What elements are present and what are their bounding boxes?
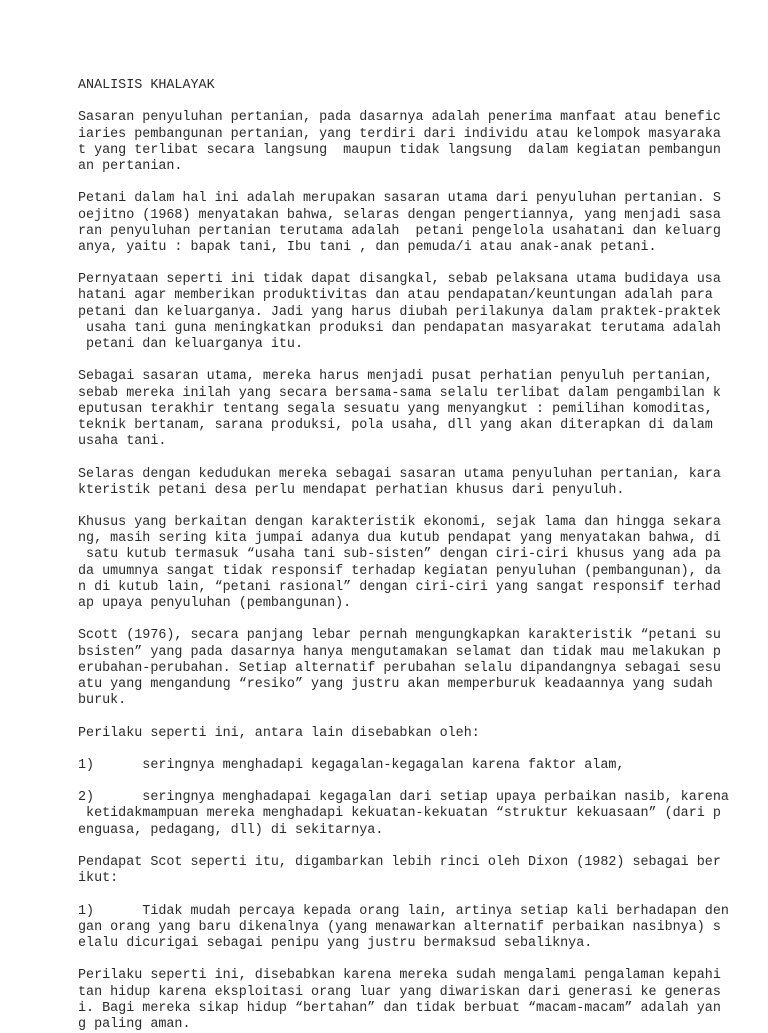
text-line: eputusan terakhir tentang segala sesuatu yang menyangkut : pemilihan komoditas,	[78, 401, 713, 417]
text-line: bsisten” yang pada dasarnya hanya mengutamakan selamat dan tidak mau melakukan p	[78, 644, 721, 660]
text-line: buruk.	[78, 693, 127, 709]
text-line: hatani agar memberikan produktivitas dan atau pendapatan/keuntungan adalah para	[78, 288, 713, 304]
text-line: n di kutub lain, “petani rasional” dengan ciri-ciri yang sangat responsif terhad	[78, 579, 721, 595]
text-line: teknik bertanam, sarana produksi, pola usaha, dll yang akan diterapkan di dalam	[78, 417, 713, 433]
paragraph	[78, 272, 738, 353]
text-line: 1) seringnya menghadapi kegagalan-kegagalan karena faktor alam,	[78, 757, 625, 773]
text-line: usaha tani.	[78, 434, 167, 450]
paragraph-spacer	[78, 353, 738, 369]
text-line: ikut:	[78, 871, 119, 887]
paragraph-spacer	[78, 952, 738, 968]
paragraph	[78, 758, 738, 774]
paragraph-spacer	[78, 499, 738, 515]
paragraph-spacer	[78, 709, 738, 725]
text-line: Perilaku seperti ini, disebabkan karena mereka sudah mengalami pengalaman kepahi	[78, 968, 721, 984]
text-line: Petani dalam hal ini adalah merupakan sasaran utama dari penyuluhan pertanian. S	[78, 191, 721, 207]
text-line: Scott (1976), secara panjang lebar pernah mengungkapkan karakteristik “petani su	[78, 628, 721, 644]
text-line: i. Bagi mereka sikap hidup “bertahan” dan tidak berbuat “macam-macam” adalah yan	[78, 1000, 721, 1016]
paragraph	[78, 726, 738, 742]
paragraph-spacer	[78, 774, 738, 790]
paragraph	[78, 467, 738, 499]
paragraph-spacer	[78, 887, 738, 903]
text-line: 1) Tidak mudah percaya kepada orang lain, artinya setiap kali berhadapan den	[78, 903, 729, 919]
text-line: enguasa, pedagang, dll) di sekitarnya.	[78, 822, 384, 838]
text-line: t yang terlibat secara langsung maupun tidak langsung dalam kegiatan pembangun	[78, 142, 721, 158]
text-line: 2) seringnya menghadapai kegagalan dari setiap upaya perbaikan nasib, karena	[78, 790, 729, 806]
paragraph-spacer	[78, 175, 738, 191]
text-line: petani dan keluarganya. Jadi yang harus diubah perilakunya dalam praktek-praktek	[78, 304, 721, 320]
text-line: Perilaku seperti ini, antara lain disebabkan oleh:	[78, 725, 480, 741]
text-line: tan hidup karena eksploitasi orang luar yang diwariskan dari generasi ke generas	[78, 984, 721, 1000]
text-line: kteristik petani desa perlu mendapat perhatian khusus dari penyuluh.	[78, 482, 625, 498]
text-line: petani dan keluarganya itu.	[78, 337, 303, 352]
text-line: gan orang yang baru dikenalnya (yang menawarkan alternatif perbaikan nasibnya) s	[78, 919, 721, 935]
text-line: Selaras dengan kedudukan mereka sebagai sasaran utama penyuluhan pertanian, kara	[78, 466, 721, 482]
paragraph-spacer	[78, 256, 738, 272]
text-line: Pernyataan seperti ini tidak dapat disangkal, sebab pelaksana utama budidaya usa	[78, 272, 721, 288]
text-line: da umumnya sangat tidak responsif terhadap kegiatan penyuluhan (pembangunan), da	[78, 563, 721, 579]
text-line: ANALISIS KHALAYAK	[78, 78, 215, 93]
paragraph	[78, 628, 738, 709]
text-line: g paling aman.	[78, 1016, 191, 1032]
text-line: usaha tani guna meningkatkan produksi dan pendapatan masyarakat terutama adalah	[78, 320, 721, 336]
text-line: ng, masih sering kita jumpai adanya dua kutub pendapat yang menyatakan bahwa, di	[78, 531, 721, 547]
paragraph-spacer	[78, 839, 738, 855]
text-line: an pertanian.	[78, 158, 183, 174]
text-line: oejitno (1968) menyatakan bahwa, selaras dengan pengertiannya, yang menjadi sasa	[78, 207, 721, 223]
text-line: Pendapat Scot seperti itu, digambarkan lebih rinci oleh Dixon (1982) sebagai ber	[78, 855, 721, 870]
text-line: atu yang mengandung “resiko” yang justru akan memperburuk keadaannya yang sudah	[78, 676, 713, 692]
text-line: iaries pembangunan pertanian, yang terdiri dari individu atau kelompok masyaraka	[78, 126, 721, 142]
text-line: sebab mereka inilah yang secara bersama-sama selalu terlibat dalam pengambilan k	[78, 385, 721, 401]
document-title	[78, 78, 738, 94]
paragraph	[78, 968, 738, 1033]
paragraph	[78, 515, 738, 612]
paragraph	[78, 790, 738, 839]
text-line: Khusus yang berkaitan dengan karakteristik ekonomi, sejak lama dan hingga sekara	[78, 515, 721, 531]
paragraph	[78, 191, 738, 256]
text-line: erubahan-perubahan. Setiap alternatif perubahan selalu dipandangnya sebagai sesu	[78, 660, 721, 676]
paragraph-spacer	[78, 612, 738, 628]
paragraph	[78, 110, 738, 175]
paragraph	[78, 369, 738, 450]
paragraph	[78, 855, 738, 887]
text-line: elalu dicurigai sebagai penipu yang justru bermaksud sebaliknya.	[78, 935, 593, 951]
text-line: Sebagai sasaran utama, mereka harus menjadi pusat perhatian penyuluh pertanian,	[78, 369, 713, 385]
text-line: satu kutub termasuk “usaha tani sub-sisten” dengan ciri-ciri khusus yang ada pa	[78, 547, 721, 563]
paragraph	[78, 904, 738, 953]
paragraph-spacer	[78, 94, 738, 110]
text-line: ap upaya penyuluhan (pembangunan).	[78, 596, 352, 611]
document-body	[78, 78, 738, 1033]
text-line: Sasaran penyuluhan pertanian, pada dasarnya adalah penerima manfaat atau benefic	[78, 110, 721, 126]
paragraph-spacer	[78, 742, 738, 758]
text-line: ketidakmampuan mereka menghadapi kekuatan-kekuatan “struktur kekuasaan” (dari p	[78, 806, 721, 822]
text-line: anya, yaitu : bapak tani, Ibu tani , dan pemuda/i atau anak-anak petani.	[78, 239, 657, 255]
text-line: ran penyuluhan pertanian terutama adalah petani pengelola usahatani dan keluarg	[78, 223, 721, 239]
paragraph-spacer	[78, 450, 738, 466]
